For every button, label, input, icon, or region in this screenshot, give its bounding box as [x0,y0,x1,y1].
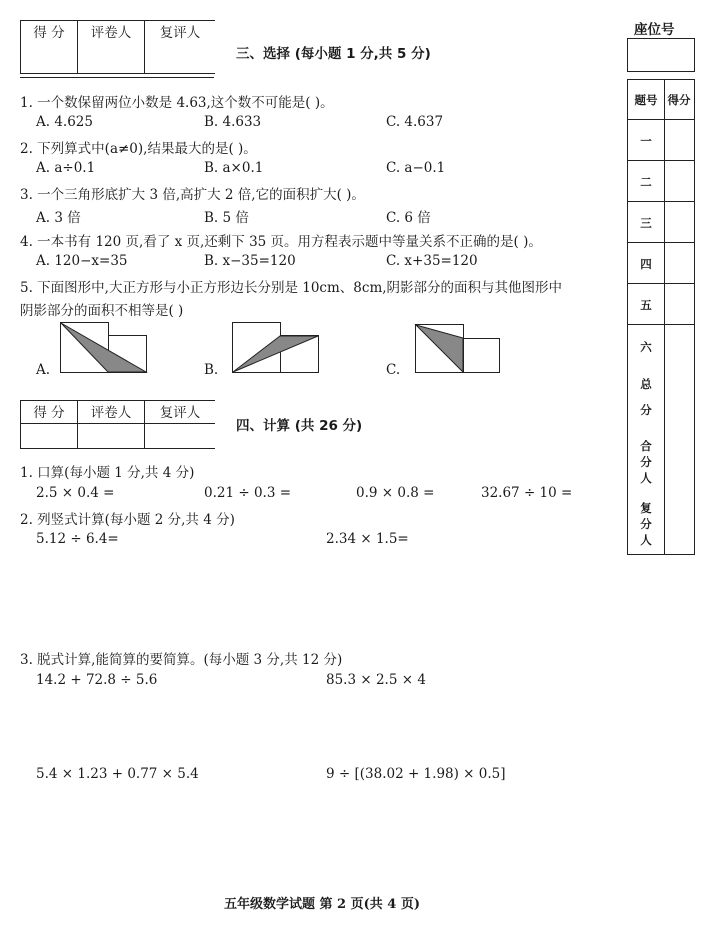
q5-stem-line1: 5. 下面图形中,大正方形与小正方形边长分别是 10cm、8cm,阴影部分的面积与其他图形中 [20,280,563,296]
score-table-2 [20,400,215,449]
defen-label-2: 得 分 [33,405,65,421]
step-expr-4: 9 ÷ [(38.02 + 1.98) × 0.5] [326,766,506,782]
step-expr-3: 5.4 × 1.23 + 0.77 × 5.4 [36,766,199,782]
pingjuan-label-2: 评卷人 [90,405,132,421]
q3-option-a[interactable]: A. 3 倍 [36,210,81,226]
part1-title: 1. 口算(每小题 1 分,共 4 分) [20,465,195,481]
q2-stem: 2. 下列算式中(a≠0),结果最大的是( )。 [20,141,257,157]
sidebar-fen3: 分 [640,517,652,531]
sidebar-fu: 复 [640,501,652,515]
sidebar-row-divider [628,201,694,202]
shaded-region-b [233,336,318,372]
q2-option-a[interactable]: A. a÷0.1 [36,160,96,176]
sidebar-row-divider [628,242,694,243]
step-expr-2: 85.3 × 2.5 × 4 [326,672,426,688]
q2-option-b[interactable]: B. a×0.1 [204,160,264,176]
shaded-region-a [61,323,146,372]
q5-stem-line2: 阴影部分的面积不相等是( ) [20,303,184,319]
sidebar-he: 合 [640,439,652,453]
figure-a [60,322,152,374]
fuping-label-2: 复评人 [159,405,201,421]
q3-stem: 3. 一个三角形底扩大 3 倍,高扩大 2 倍,它的面积扩大( )。 [20,187,365,203]
q4-option-a[interactable]: A. 120−x=35 [36,253,128,269]
vertical-expr-1: 5.12 ÷ 6.4= [36,531,119,547]
sidebar-ren2: 人 [640,533,652,547]
sidebar-row-divider [628,160,694,161]
sidebar-row-divider [628,283,694,284]
section3-title: 三、选择 (每小题 1 分,共 5 分) [236,46,431,62]
q4-option-c[interactable]: C. x+35=120 [386,253,478,269]
oral-expr-2: 0.21 ÷ 0.3 = [204,485,292,501]
pingjuan-cell [78,21,145,74]
sidebar-row-4: 四 [640,257,652,271]
part2-title: 2. 列竖式计算(每小题 2 分,共 4 分) [20,512,235,528]
sidebar-row-divider [628,324,694,325]
defen-label: 得 分 [33,25,65,41]
pingjuan-label: 评卷人 [90,25,132,41]
fuping-cell-2 [145,401,216,424]
fuping-label: 复评人 [159,25,201,41]
q5-option-a[interactable]: A. [36,362,51,378]
sidebar-row-divider [628,119,694,120]
sidebar-row-6: 六 [640,340,652,354]
seat-number-box[interactable] [627,38,695,72]
q3-option-c[interactable]: C. 6 倍 [386,210,431,226]
q4-stem: 4. 一本书有 120 页,看了 x 页,还剩下 35 页。用方程表示题中等量关系不正确的是( )。 [20,234,542,250]
q5-option-c[interactable]: C. [386,362,401,378]
section4-title: 四、计算 (共 26 分) [236,418,363,434]
oral-expr-3: 0.9 × 0.8 = [356,485,435,501]
shaded-region-c [416,325,463,372]
sidebar-row-3: 三 [640,216,652,230]
q1-option-a[interactable]: A. 4.625 [36,114,93,130]
grader-entry[interactable] [78,424,145,449]
sidebar-row-2: 二 [640,175,652,189]
q3-option-b[interactable]: B. 5 倍 [204,210,249,226]
divider [20,77,214,78]
q1-option-c[interactable]: C. 4.637 [386,114,444,130]
score-table-1 [20,20,215,74]
defen-cell-2 [21,401,78,424]
oral-expr-1: 2.5 × 0.4 = [36,485,115,501]
sidebar-zong: 总 [640,377,652,391]
fuping-cell [145,21,216,74]
sidebar-row-1: 一 [640,134,652,148]
score-entry[interactable] [21,424,78,449]
defen-cell [21,21,78,74]
q1-option-b[interactable]: B. 4.633 [204,114,262,130]
part3-title: 3. 脱式计算,能简算的要简算。(每小题 3 分,共 12 分) [20,652,343,668]
sidebar-fen: 分 [640,403,652,417]
sidebar-defen: 得分 [667,93,691,107]
score-sidebar [627,79,695,555]
seat-number-label: 座位号 [634,22,675,38]
reviewer-entry[interactable] [145,424,216,449]
q5-option-b[interactable]: B. [204,362,219,378]
oral-expr-4: 32.67 ÷ 10 = [481,485,573,501]
figure-c [415,324,501,374]
sidebar-tihao: 题号 [634,93,658,107]
sidebar-ren: 人 [640,471,652,485]
q4-option-b[interactable]: B. x−35=120 [204,253,296,269]
sidebar-row-5: 五 [640,298,652,312]
figure-b [232,322,324,374]
q2-option-c[interactable]: C. a−0.1 [386,160,446,176]
step-expr-1: 14.2 + 72.8 ÷ 5.6 [36,672,158,688]
sidebar-fen2: 分 [640,455,652,469]
pingjuan-cell-2 [78,401,145,424]
q1-stem: 1. 一个数保留两位小数是 4.63,这个数不可能是( )。 [20,95,334,111]
sidebar-column-divider [664,80,665,554]
page-footer: 五年级数学试题 第 2 页(共 4 页) [224,897,421,912]
vertical-expr-2: 2.34 × 1.5= [326,531,409,547]
